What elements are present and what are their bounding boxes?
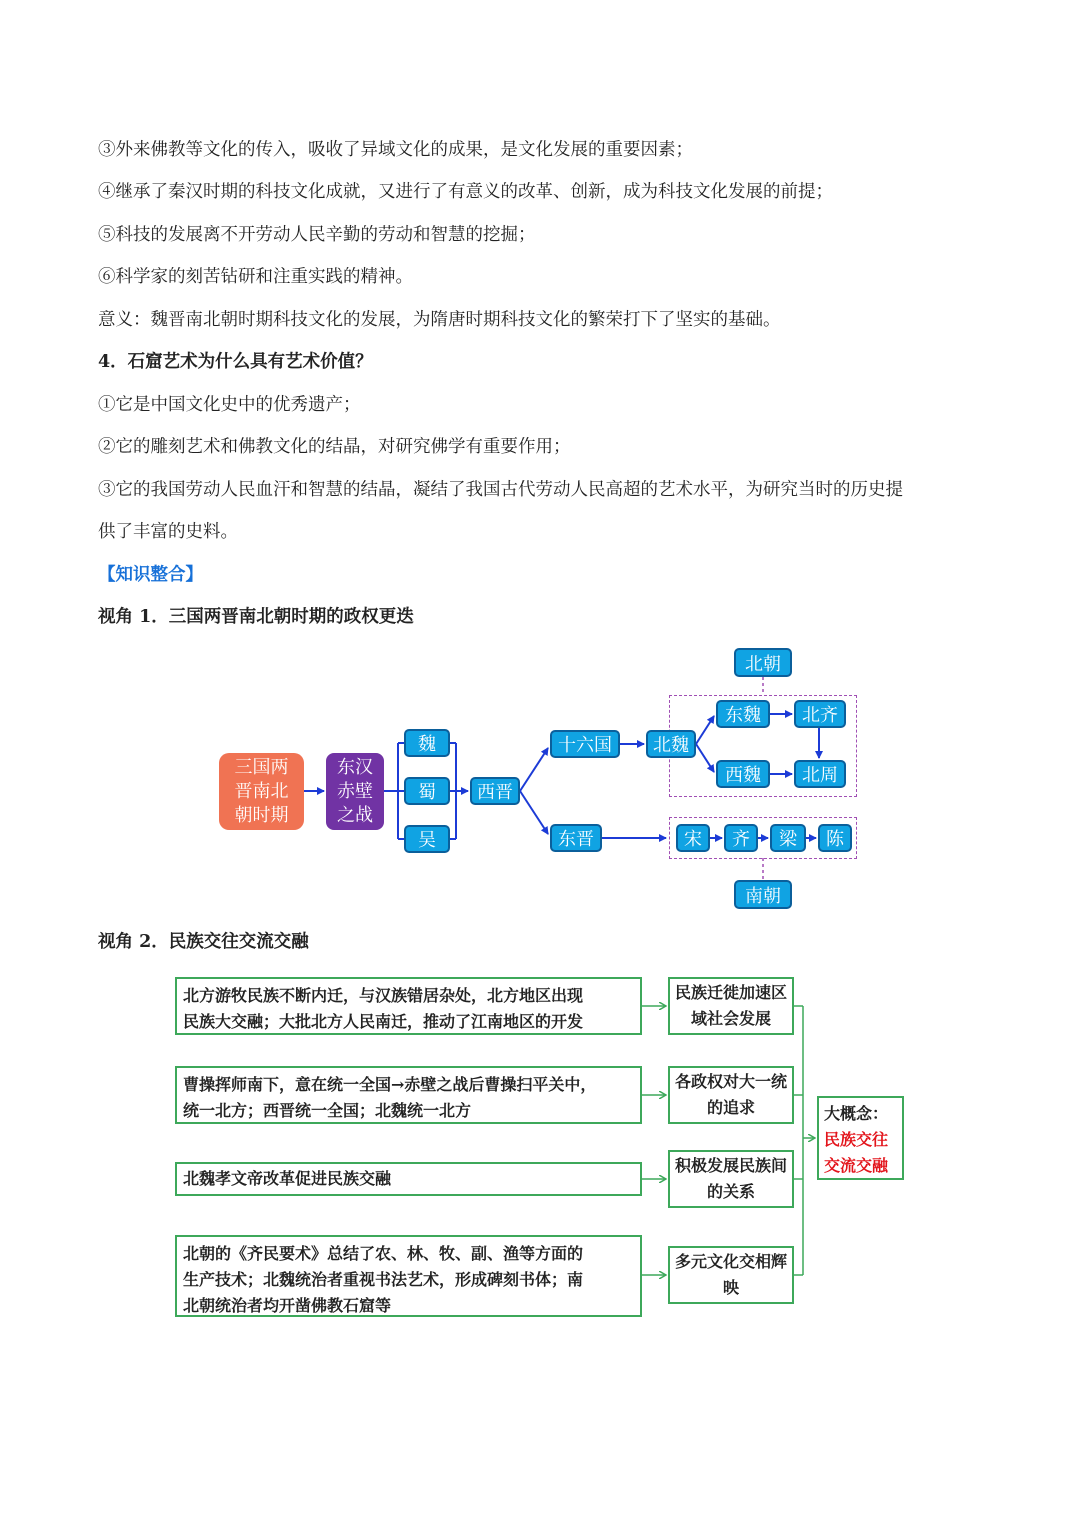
- node-shu: 蜀: [404, 777, 450, 805]
- node-northern-qi: 北齐: [794, 700, 846, 728]
- theme-box-1: 民族迁徙加速区域社会发展: [668, 977, 794, 1035]
- answer-2: ②它的雕刻艺术和佛教文化的结晶，对研究佛学有重要作用；: [98, 437, 571, 457]
- node-eastern-wei: 东魏: [716, 700, 770, 728]
- question-4-title: 4．石窟艺术为什么具有艺术价值？: [98, 352, 373, 372]
- detail-box-3: [175, 1162, 642, 1196]
- node-song: 宋: [676, 824, 710, 852]
- node-period: [219, 753, 304, 830]
- node-eastern-jin: 东晋: [550, 824, 602, 852]
- detail-box-4: [175, 1235, 642, 1317]
- significance-line: 意义：魏晋南北朝时期科技文化的发展，为隋唐时期科技文化的繁荣打下了坚实的基础。: [98, 310, 781, 330]
- detail-box-1: [175, 977, 642, 1035]
- answer-3-cont: 供了丰富的史料。: [98, 522, 238, 542]
- node-red-cliffs-l1: 东汉: [337, 756, 373, 778]
- detail-2-line-1: 曹操挥师南下，意在统一全国→赤壁之战后曹操扫平关中，: [183, 1075, 597, 1094]
- node-northern-wei: 北魏: [646, 730, 696, 758]
- node-western-jin: 西晋: [470, 777, 520, 805]
- view1-title: 视角 1．三国两晋南北朝时期的政权更迭: [98, 607, 414, 627]
- view2-title: 视角 2．民族交往交流交融: [98, 932, 309, 952]
- detail-4-line-1: 北朝的《齐民要术》总结了农、林、牧、副、渔等方面的: [183, 1244, 584, 1263]
- node-northern-dynasties: 北朝: [734, 648, 792, 677]
- node-red-cliffs-l3: 之战: [337, 804, 373, 826]
- node-period-l2: 晋南北: [234, 780, 289, 802]
- node-period-l1: 三国两: [234, 756, 289, 778]
- node-qi: 齐: [724, 824, 758, 852]
- theme-box-3: 积极发展民族间的关系: [668, 1150, 794, 1208]
- theme-box-2: 各政权对大一统的追求: [668, 1066, 794, 1124]
- big-concept-label: 大概念：: [824, 1104, 889, 1123]
- node-western-wei: 西魏: [716, 760, 770, 788]
- text-line-3: ③外来佛教等文化的传入，吸收了异域文化的成果，是文化发展的重要因素；: [98, 140, 693, 160]
- big-concept-box: [817, 1096, 904, 1180]
- detail-4-line-2: 生产技术；北魏统治者重视书法艺术，形成碑刻书体；南: [183, 1270, 584, 1289]
- detail-2-line-2: 统一北方；西晋统一全国；北魏统一北方: [183, 1101, 472, 1120]
- node-southern-dynasties: 南朝: [734, 880, 792, 909]
- node-red-cliffs-l2: 赤壁: [337, 780, 373, 802]
- detail-1-line-1: 北方游牧民族不断内迁，与汉族错居杂处，北方地区出现: [183, 986, 584, 1005]
- detail-3-line-1: 北魏孝文帝改革促进民族交融: [183, 1169, 392, 1188]
- text-line-4: ④继承了秦汉时期的科技文化成就，又进行了有意义的改革、创新，成为科技文化发展的前提；: [98, 182, 833, 202]
- text-line-5: ⑤科技的发展离不开劳动人民辛勤的劳动和智慧的挖掘；: [98, 225, 536, 245]
- node-chen: 陈: [818, 824, 852, 852]
- node-period-l3: 朝时期: [234, 804, 289, 826]
- node-wei: 魏: [404, 729, 450, 757]
- theme-box-4: 多元文化交相辉映: [668, 1246, 794, 1304]
- node-liang: 梁: [770, 824, 806, 852]
- answer-1: ①它是中国文化史中的优秀遗产；: [98, 395, 361, 415]
- node-northern-zhou: 北周: [794, 760, 846, 788]
- detail-box-2: [175, 1066, 642, 1124]
- big-concept-value: 民族交往交流交融: [824, 1130, 889, 1175]
- detail-1-line-2: 民族大交融；大批北方人民南迁，推动了江南地区的开发: [183, 1012, 584, 1031]
- text-line-6: ⑥科学家的刻苦钻研和注重实践的精神。: [98, 267, 413, 287]
- node-red-cliffs: [326, 753, 384, 830]
- section-heading: 【知识整合】: [98, 565, 203, 585]
- answer-3: ③它的我国劳动人民血汗和智慧的结晶，凝结了我国古代劳动人民高超的艺术水平，为研究当时的历史提: [98, 480, 903, 500]
- node-wu: 吴: [404, 825, 450, 853]
- node-sixteen-kingdoms: 十六国: [550, 730, 620, 758]
- detail-4-line-3: 北朝统治者均开凿佛教石窟等: [183, 1296, 392, 1315]
